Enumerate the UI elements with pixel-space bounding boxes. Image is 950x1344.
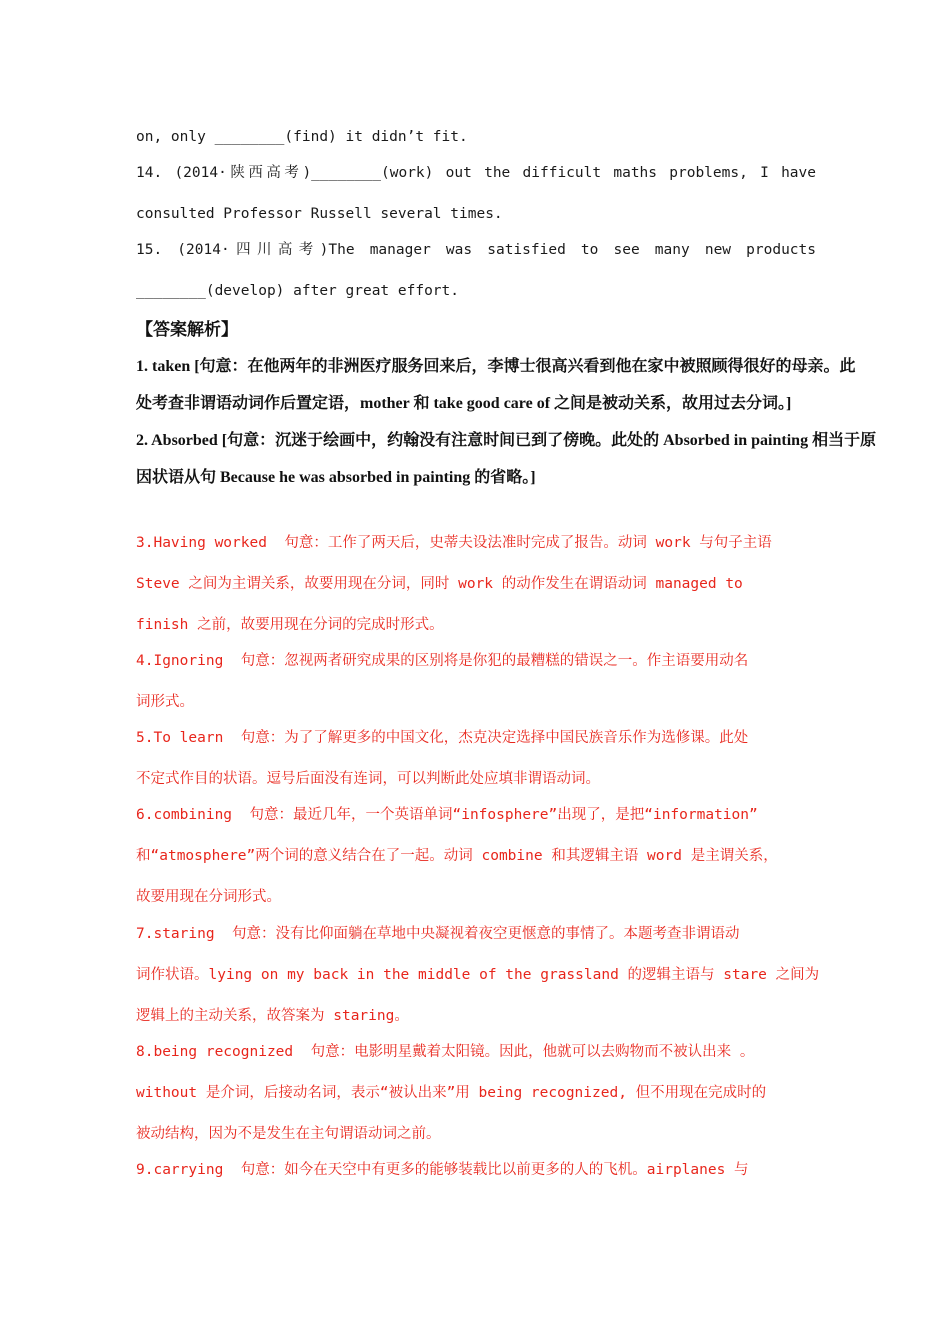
answer-2-line2: 因状语从句 Because he was absorbed in painting 的省略。] [136,469,536,486]
answer-8-line1: 8.being recognized 句意：电影明星戴着太阳镜。因此，他就可以去购物而不被认出来 。 [136,1044,755,1060]
answer-3-line3: finish 之前，故要用现在分词的完成时形式。 [136,617,444,633]
answer-8-line2: without 是介词，后接动名词，表示“被认出来”用 being recognized, 但不用现在完成时的 [136,1085,767,1101]
question-13-tail: on, only ________(find) it didn’t fit. [136,129,468,145]
answer-5-line1: 5.To learn 句意：为了了解更多的中国文化，杰克决定选择中国民族音乐作为选修课。此处 [136,730,749,746]
answer-5-line2: 不定式作目的状语。逗号后面没有连词，可以判断此处应填非谓语动词。 [136,771,600,787]
answer-1-line1: 1. taken [句意：在他两年的非洲医疗服务回来后，李博士很高兴看到他在家中被照顾得很好的母亲。此 [136,358,856,375]
answer-7-line2: 词作状语。lying on my back in the middle of the grassland 的逻辑主语与 stare 之间为 [136,967,820,983]
answer-4-line1: 4.Ignoring 句意：忽视两者研究成果的区别将是你犯的最糟糕的错误之一。作主语要用动名 [136,653,749,669]
question-14-line1: 14. (2014·陕西高考)________(work) out the difficult maths problems, I have [136,165,816,181]
answer-4-line2: 词形式。 [136,694,194,710]
answer-6-line1: 6.combining 句意：最近几年，一个英语单词“infosphere”出现了，是把“information” [136,807,758,823]
answer-2-line1: 2. Absorbed [句意：沉迷于绘画中，约翰没有注意时间已到了傍晚。此处的 Absorbed in painting 相当于原 [136,432,877,449]
question-15-line2: ________(develop) after great effort. [136,283,460,299]
answer-7-line3: 逻辑上的主动关系，故答案为 staring。 [136,1008,409,1024]
answer-1-line2: 处考查非谓语动词作后置定语，mother 和 take good care of 之间是被动关系，故用过去分词。] [136,395,792,412]
answer-7-line1: 7.staring 句意：没有比仰面躺在草地中央凝视着夜空更惬意的事情了。本题考查非谓语动 [136,926,740,942]
question-15-line1: 15. (2014·四川高考)The manager was satisfied to see many new products [136,242,816,258]
answer-3-line1: 3.Having worked 句意：工作了两天后，史蒂夫设法准时完成了报告。动词 work 与句子主语 [136,535,772,551]
answer-9-line1: 9.carrying 句意：如今在天空中有更多的能够装载比以前更多的人的飞机。airplanes 与 [136,1162,749,1178]
answers-header: 【答案解析】 [136,320,238,339]
answer-6-line3: 故要用现在分词形式。 [136,889,281,905]
answer-8-line3: 被动结构，因为不是发生在主句谓语动词之前。 [136,1126,441,1142]
answer-3-line2: Steve 之间为主谓关系，故要用现在分词，同时 work 的动作发生在谓语动词 managed to [136,576,743,592]
answer-6-line2: 和“atmosphere”两个词的意义结合在了一起。动词 combine 和其逻辑主语 word 是主谓关系， [136,848,778,864]
question-14-line2: consulted Professor Russell several times. [136,206,503,222]
